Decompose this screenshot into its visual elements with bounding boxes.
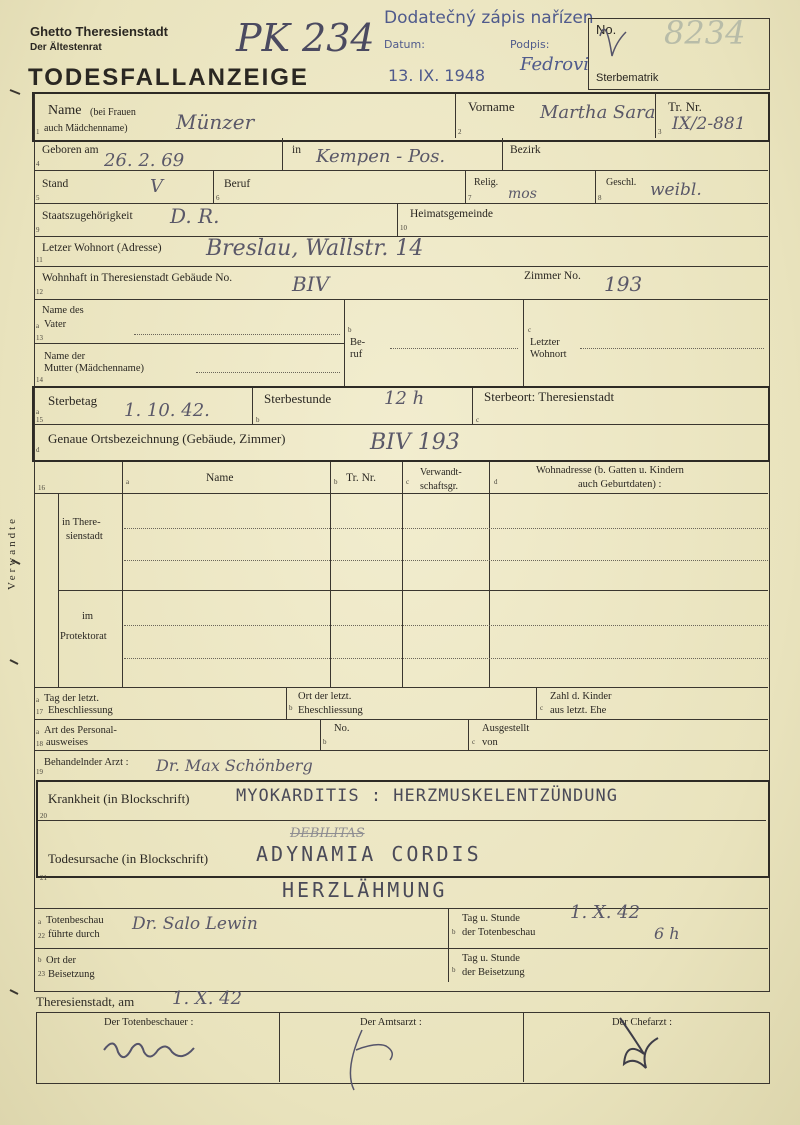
form-title: TODESFALLANZEIGE: [28, 64, 309, 91]
wohnort-label: Letzer Wohnort (Adresse): [42, 242, 162, 254]
vater-label1: Name des: [42, 305, 84, 316]
place-date-value: 1. X. 42: [172, 988, 243, 1009]
vater-label2: Vater: [44, 319, 67, 330]
sterbetag-value: 1. 10. 42.: [124, 400, 210, 421]
corner-number: 8234: [664, 14, 746, 52]
sig-totenbeschauer-label: Der Totenbeschauer :: [104, 1017, 194, 1028]
ausgestellt-label2: von: [482, 737, 498, 748]
beruf2-label1: Be-: [350, 337, 366, 348]
tag-totenbeschau-label2: der Totenbeschau: [462, 927, 536, 938]
org-name: Ghetto Theresienstadt: [30, 24, 168, 39]
relig-value: mos: [508, 186, 537, 202]
krankheit-label: Krankheit (in Blockschrift): [48, 791, 190, 806]
tag-totenbeschau-hour: 6 h: [654, 924, 680, 943]
tag-beisetzung-label2: der Beisetzung: [462, 967, 525, 978]
ortsbez-value: BIV 193: [370, 430, 460, 455]
in-label: in: [292, 144, 301, 156]
stamp-signature: Fedrovi: [520, 54, 590, 75]
no-label: No.: [596, 22, 617, 37]
stamp-title: Dodatečný zápis nařízen: [384, 8, 594, 28]
col-verwandt1: Verwandt-: [420, 467, 462, 478]
todesursache-value2: HERZLÄHMUNG: [282, 878, 448, 902]
zahl-kinder-label2: aus letzt. Ehe: [550, 705, 607, 716]
tag-beisetzung-label1: Tag u. Stunde: [462, 953, 520, 964]
place-date-label: Theresienstadt, am: [36, 994, 135, 1009]
todesursache-value1: ADYNAMIA CORDIS: [256, 842, 482, 866]
name-label: Name: [48, 103, 82, 118]
ort-eheschl-label1: Ort der letzt.: [298, 691, 352, 702]
stand-label: Stand: [42, 178, 69, 190]
sig-amtsarzt-label: Der Amtsarzt :: [360, 1017, 422, 1028]
im-prot-label1: im: [82, 611, 94, 622]
sterbestunde-label: Sterbestunde: [264, 391, 332, 406]
art-ausweis-label1: Art des Personal-: [44, 725, 117, 736]
zahl-kinder-label1: Zahl d. Kinder: [550, 691, 612, 702]
staat-label: Staatszugehörigkeit: [42, 210, 133, 222]
stamp-date-label: Datum:: [384, 38, 425, 51]
totenbeschau-label1: Totenbeschau: [46, 915, 104, 926]
name-value: Münzer: [176, 110, 255, 134]
krankheit-value: MYOKARDITIS : HERZMUSKELENTZÜNDUNG: [236, 786, 618, 806]
ortsbez-label: Genaue Ortsbezeichnung (Gebäude, Zimmer): [48, 431, 286, 446]
col-name: Name: [206, 472, 234, 484]
geschl-label: Geschl.: [606, 177, 637, 188]
geschl-value: weibl.: [650, 180, 702, 200]
todesursache-label: Todesursache (in Blockschrift): [48, 851, 209, 866]
trnr-label: Tr. Nr.: [668, 99, 702, 114]
arzt-value: Dr. Max Schönberg: [156, 756, 313, 775]
col-wohn1: Wohnadresse (b. Gatten u. Kindern: [536, 465, 684, 476]
beruf2-label2: ruf: [350, 349, 363, 360]
vorname-value: Martha Sara: [540, 102, 656, 123]
tag-totenbeschau-label1: Tag u. Stunde: [462, 913, 520, 924]
heimat-label: Heimatsgemeinde: [410, 208, 494, 220]
tag-totenbeschau-value: 1. X. 42: [570, 902, 641, 923]
col-wohn2: auch Geburtdaten) :: [578, 479, 662, 490]
im-prot-label2: Protektorat: [60, 631, 107, 642]
totenbeschau-label2: führte durch: [48, 929, 100, 940]
mutter-label1: Name der: [44, 351, 86, 362]
in-there-label1: in There-: [62, 517, 101, 528]
struck-word: DEBILITAS: [290, 826, 365, 841]
ausgestellt-label1: Ausgestellt: [482, 723, 530, 734]
sterbestunde-value: 12 h: [384, 388, 425, 409]
bezirk-label: Bezirk: [510, 144, 541, 156]
ort-beisetzung-label1: Ort der: [46, 955, 77, 966]
relig-label: Relig.: [474, 177, 499, 188]
tag-eheschl-label1: Tag der letzt.: [44, 693, 99, 704]
col-trnr: Tr. Nr.: [346, 472, 376, 484]
stamp-signature-label: Podpis:: [510, 38, 550, 51]
verwandte-side-label: Verwandte: [6, 515, 18, 590]
tag-eheschl-label2: Eheschliessung: [48, 705, 113, 716]
geboren-value: 26. 2. 69: [104, 150, 185, 171]
sig-chefarzt-label: Der Chefarzt :: [612, 1017, 673, 1028]
geboren-label: Geboren am: [42, 144, 99, 156]
trnr-value: IX/2-881: [672, 114, 746, 134]
letzter-label1: Letzter: [530, 337, 560, 348]
zimmer-value: 193: [604, 272, 643, 296]
in-value: Kempen - Pos.: [316, 146, 446, 167]
wohnhaft-value: BIV: [292, 272, 330, 296]
zimmer-label: Zimmer No.: [524, 270, 581, 282]
org-sub: Der Ältestenrat: [30, 42, 102, 53]
sterbeort-label: Sterbeort: Theresienstadt: [484, 389, 615, 404]
wohnort-value: Breslau, Wallstr. 14: [206, 236, 424, 261]
ort-eheschl-label2: Eheschliessung: [298, 705, 363, 716]
col-verwandt2: schaftsgr.: [420, 481, 459, 492]
mutter-label2: Mutter (Mädchenname): [44, 363, 145, 374]
arzt-label: Behandelnder Arzt :: [44, 757, 129, 768]
name-label-sub: (bei Frauen: [90, 107, 136, 118]
beruf-label: Beruf: [224, 178, 251, 190]
sterbematrik-label: Sterbematrik: [596, 72, 659, 84]
stamp-date: 13. IX. 1948: [388, 66, 486, 85]
wohnhaft-label: Wohnhaft in Theresienstadt Gebäude No.: [42, 272, 233, 284]
art-ausweis-label2: ausweises: [46, 737, 88, 748]
death-certificate-page: Ghetto Theresienstadt Der Ältestenrat TODESFALLANZEIGE PK 234 Dodatečný zápis nařízen Datum: 13. IX. 1948 Podpis: Fedrovi No. Sterbematrik 8234 Name (bei Frauen auch Mädchenname) 1 Münzer Vorname 2 Martha Sara Tr. Nr. 3 IX/2-881 Geboren am 4 26. 2. 69 in Kempen - Pos. Bezirk Stand 5 V Beruf 6 Relig. 7 mos Geschl. 8 weibl. Staatszugehörigkeit 9 D. R. Heimatsgemeinde 10 Letzer Wohnort (Adresse) 11 Breslau, Wallstr. 14 Wohnhaft in Theresienstadt Gebäude No. 12 BIV Zimmer No. 193 Name des a Vater 13 Name der Mutter (Mädchenname) 14 b Be- ruf c Letzter Wohnort Sterbetag a 15 1. 10. 42. Sterbestunde b 12 h Sterbeort: Theresienstadt c Genaue Ortsbezeichnung (Gebäude, Zimmer) d BIV 193 16 a Name b Tr. Nr. c Verwandt- schaftsgr. d Wohnadresse (b. Gatten u. Kindern auch Geburtdaten) : Verwandte in There- sienstadt im Protektorat a Tag der letzt. 17 Eheschliessung b Ort der letzt. Eheschliessung c Zahl d. Kinder aus letzt. Ehe a Art des Personal- 18 ausweises b No. c Ausgestellt von Behandelnder Arzt : 19 Dr. Max Schönberg Krankheit (in Blockschrift) 20 MYOKARDITIS : HERZMUSKELENTZÜNDUNG DEBILITAS Todesursache (in Blockschrift) 21 ADYNAMIA CORDIS HERZLÄHMUNG a Totenbeschau 22 führte durch Dr. Salo Lewin b Tag u. Stunde der Totenbeschau 1. X. 42 6 h b Ort der 23 Beisetzung b Tag u. Stunde der Beisetzung Theresienstadt, am 1. X. 42 Der Totenbeschauer : Der Amtsarzt : Der Chefarzt :: [0, 0, 800, 1125]
stand-value: V: [150, 176, 163, 197]
vorname-label: Vorname: [468, 99, 515, 114]
staat-value: D. R.: [170, 204, 220, 228]
handwritten-record-number: PK 234: [236, 16, 375, 60]
name-label-sub2: auch Mädchenname): [44, 123, 128, 134]
ort-beisetzung-label2: Beisetzung: [48, 969, 95, 980]
totenbeschau-value: Dr. Salo Lewin: [132, 914, 258, 934]
in-there-label2: sienstadt: [66, 531, 103, 542]
sterbetag-label: Sterbetag: [48, 393, 98, 408]
ausweis-no-label: No.: [334, 723, 350, 734]
letzter-label2: Wohnort: [530, 349, 567, 360]
